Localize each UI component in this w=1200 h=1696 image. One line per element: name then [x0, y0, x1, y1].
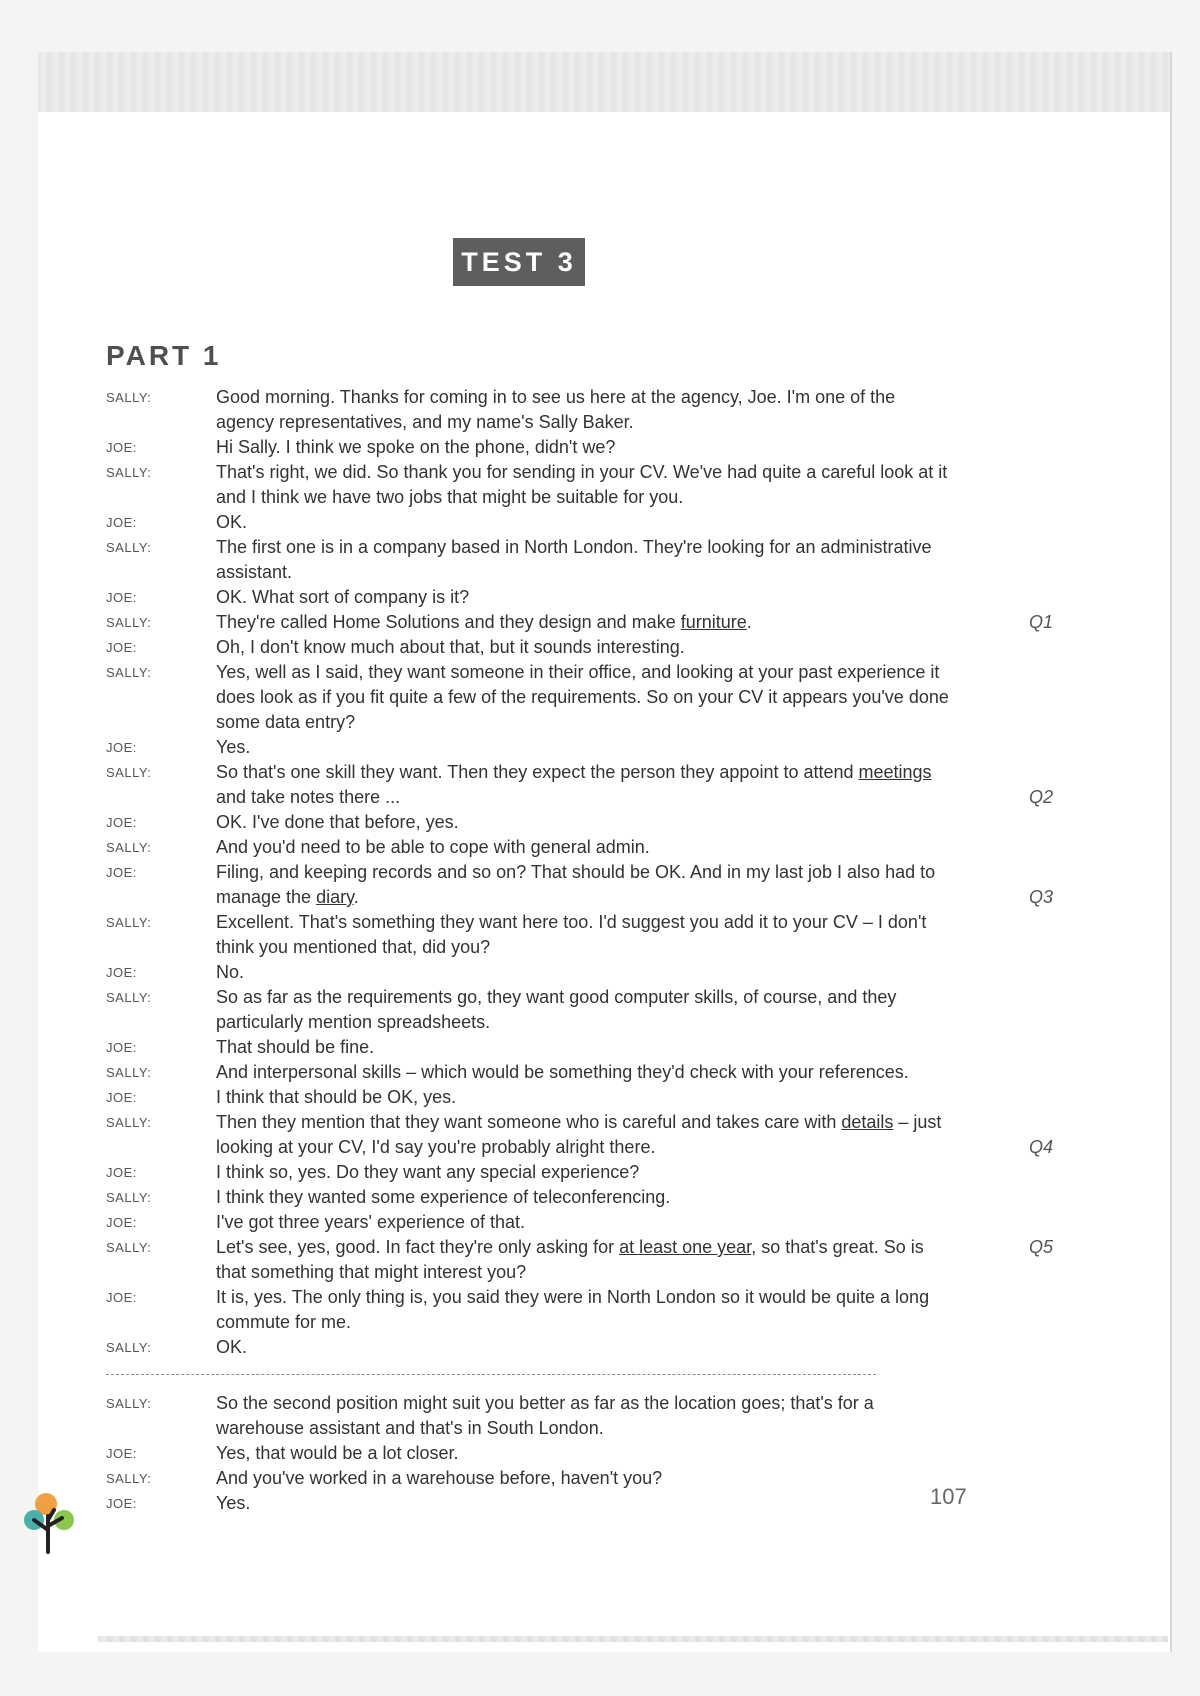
speaker-label: JOE:	[106, 965, 137, 980]
dialogue-text	[216, 985, 956, 1035]
speaker-label: JOE:	[106, 815, 137, 830]
dialogue-row	[106, 1285, 1146, 1335]
text-segment: That's right, we did. So thank you for sending in your CV. We've had quite a careful look at it and I think we have two jobs that might be suitable for you.	[216, 462, 948, 507]
dialogue-text	[216, 910, 956, 960]
dialogue-row	[106, 1035, 1146, 1060]
dialogue-text	[216, 860, 956, 910]
speaker-label: JOE:	[106, 1215, 137, 1230]
part-title: PART 1	[106, 340, 222, 371]
text-segment: So that's one skill they want. Then they expect the person they appoint to attend	[216, 762, 859, 782]
dialogue-row	[106, 810, 1146, 835]
dialogue-block-a	[106, 385, 1146, 1360]
text-segment: OK.	[216, 512, 248, 532]
text-segment: Excellent. That's something they want here too. I'd suggest you add it to your CV – I don't think you mentioned that, did you?	[216, 912, 927, 957]
speaker-label: SALLY:	[106, 1115, 152, 1130]
text-segment: OK.	[216, 1337, 248, 1357]
text-segment: And you've worked in a warehouse before, haven't you?	[216, 1468, 663, 1488]
speaker-label: SALLY:	[106, 1471, 152, 1486]
page-number: 107	[930, 1484, 967, 1509]
dialogue-row	[106, 910, 1146, 960]
answer-underlined: details	[841, 1112, 894, 1132]
dialogue-text	[216, 1491, 956, 1516]
speaker-label: JOE:	[106, 590, 137, 605]
dialogue-row	[106, 435, 1146, 460]
text-segment: It is, yes. The only thing is, you said they were in North London so it would be quite a long commute for me.	[216, 1287, 930, 1332]
speaker-label: SALLY:	[106, 665, 152, 680]
text-segment: No.	[216, 962, 245, 982]
speaker-label: JOE:	[106, 440, 137, 455]
text-segment: – just looking at your CV, I'd say you're probably alright there.	[216, 1112, 942, 1157]
dialogue-text	[216, 810, 956, 835]
dialogue-row	[106, 610, 1146, 635]
text-segment: They're called Home Solutions and they design and make	[216, 612, 681, 632]
text-segment: And you'd need to be able to cope with general admin.	[216, 837, 650, 857]
dialogue-text	[216, 1035, 956, 1060]
document-page	[38, 52, 1172, 1652]
question-marker: Q5	[1029, 1237, 1054, 1257]
dialogue-row	[106, 760, 1146, 810]
speaker-label: JOE:	[106, 1040, 137, 1055]
text-segment: Then they mention that they want someone who is careful and takes care with	[216, 1112, 842, 1132]
text-segment: Yes.	[216, 1493, 251, 1513]
dialogue-text	[216, 660, 956, 735]
speaker-label: JOE:	[106, 1446, 137, 1461]
text-segment: I think that should be OK, yes.	[216, 1087, 457, 1107]
answer-underlined: diary	[316, 887, 354, 907]
dialogue-text	[216, 1210, 956, 1235]
speaker-label: SALLY:	[106, 915, 152, 930]
speaker-label: JOE:	[106, 515, 137, 530]
transcript	[106, 385, 1146, 1516]
text-segment: Yes, that would be a lot closer.	[216, 1443, 459, 1463]
dialogue-text	[216, 460, 956, 510]
speaker-label: SALLY:	[106, 465, 152, 480]
speaker-label: JOE:	[106, 865, 137, 880]
dialogue-row	[106, 535, 1146, 585]
answer-underlined: at least one year	[619, 1237, 752, 1257]
text-segment: And interpersonal skills – which would be something they'd check with your references.	[216, 1062, 909, 1082]
dialogue-row	[106, 1110, 1146, 1160]
text-segment: , so that's great. So is that something that might interest you?	[216, 1237, 924, 1282]
text-segment: Oh, I don't know much about that, but it sounds interesting.	[216, 637, 685, 657]
section-divider	[106, 1374, 876, 1375]
dialogue-text	[216, 385, 956, 435]
dialogue-row	[106, 860, 1146, 910]
text-segment: Good morning. Thanks for coming in to see us here at the agency, Joe. I'm one of the agency representatives, and my name's Sally Baker.	[216, 387, 896, 432]
dialogue-text	[216, 1335, 956, 1360]
dialogue-row	[106, 510, 1146, 535]
text-segment: OK. What sort of company is it?	[216, 587, 470, 607]
tree-logo-icon	[10, 1490, 86, 1554]
dialogue-text	[216, 1060, 956, 1085]
speaker-label: JOE:	[106, 1496, 137, 1511]
text-segment: That should be fine.	[216, 1037, 375, 1057]
dialogue-text	[216, 435, 956, 460]
question-marker: Q3	[1029, 887, 1054, 907]
dialogue-row	[106, 1491, 1146, 1516]
text-segment: OK. I've done that before, yes.	[216, 812, 459, 832]
dialogue-row	[106, 1441, 1146, 1466]
dialogue-row	[106, 1210, 1146, 1235]
dialogue-text	[216, 535, 956, 585]
text-segment: .	[746, 612, 752, 632]
dialogue-row	[106, 385, 1146, 435]
speaker-label: SALLY:	[106, 1065, 152, 1080]
speaker-label: SALLY:	[106, 540, 152, 555]
dialogue-text	[216, 1160, 956, 1185]
test-badge: TEST 3	[453, 238, 585, 286]
question-marker: Q4	[1029, 1137, 1054, 1157]
dialogue-row	[106, 1060, 1146, 1085]
text-segment: Hi Sally. I think we spoke on the phone, didn't we?	[216, 437, 616, 457]
speaker-label: SALLY:	[106, 1340, 152, 1355]
dialogue-block-b	[106, 1391, 1146, 1516]
dialogue-text	[216, 760, 956, 810]
scan-bottom-strip	[98, 1636, 1168, 1642]
dialogue-text	[216, 835, 956, 860]
dialogue-text	[216, 1466, 956, 1491]
text-segment: So the second position might suit you better as far as the location goes; that's for a warehouse assistant and that's in South London.	[216, 1393, 874, 1438]
dialogue-row	[106, 635, 1146, 660]
dialogue-text	[216, 510, 956, 535]
speaker-label: JOE:	[106, 1090, 137, 1105]
dialogue-row	[106, 735, 1146, 760]
dialogue-text	[216, 1391, 956, 1441]
text-segment: I think they wanted some experience of teleconferencing.	[216, 1187, 671, 1207]
answer-underlined: meetings	[858, 762, 932, 782]
dialogue-row	[106, 1085, 1146, 1110]
dialogue-row	[106, 585, 1146, 610]
speaker-label: JOE:	[106, 740, 137, 755]
dialogue-text	[216, 1285, 956, 1335]
speaker-label: SALLY:	[106, 765, 152, 780]
text-segment: The first one is in a company based in North London. They're looking for an administrative assistant.	[216, 537, 932, 582]
speaker-label: SALLY:	[106, 1396, 152, 1411]
dialogue-text	[216, 1085, 956, 1110]
text-segment: Filing, and keeping records and so on? That should be OK. And in my last job I also had to manage the	[216, 862, 936, 907]
dialogue-text	[216, 585, 956, 610]
speaker-label: JOE:	[106, 1290, 137, 1305]
dialogue-row	[106, 1391, 1146, 1441]
answer-underlined: furniture	[680, 612, 747, 632]
dialogue-row	[106, 1185, 1146, 1210]
text-segment: I've got three years' experience of that.	[216, 1212, 526, 1232]
text-segment: and take notes there ...	[216, 787, 401, 807]
text-segment: .	[353, 887, 359, 907]
dialogue-row	[106, 960, 1146, 985]
scan-top-strip	[38, 52, 1170, 112]
dialogue-text	[216, 735, 956, 760]
text-segment: I think so, yes. Do they want any special experience?	[216, 1162, 640, 1182]
dialogue-row	[106, 1160, 1146, 1185]
dialogue-text	[216, 960, 956, 985]
dialogue-row	[106, 835, 1146, 860]
speaker-label: SALLY:	[106, 840, 152, 855]
text-segment: So as far as the requirements go, they want good computer skills, of course, and they particularly mention spreadsheets.	[216, 987, 897, 1032]
dialogue-row	[106, 660, 1146, 735]
speaker-label: SALLY:	[106, 1190, 152, 1205]
dialogue-text	[216, 1235, 956, 1285]
dialogue-text	[216, 1441, 956, 1466]
question-marker: Q1	[1029, 612, 1054, 632]
dialogue-text	[216, 635, 956, 660]
dialogue-text	[216, 610, 956, 635]
text-segment: Yes.	[216, 737, 251, 757]
text-segment: Let's see, yes, good. In fact they're only asking for	[216, 1237, 620, 1257]
dialogue-text	[216, 1110, 956, 1160]
question-marker: Q2	[1029, 787, 1054, 807]
dialogue-row	[106, 1335, 1146, 1360]
dialogue-row	[106, 1235, 1146, 1285]
speaker-label: SALLY:	[106, 390, 152, 405]
dialogue-text	[216, 1185, 956, 1210]
speaker-label: SALLY:	[106, 1240, 152, 1255]
dialogue-row	[106, 460, 1146, 510]
dialogue-row	[106, 985, 1146, 1035]
speaker-label: SALLY:	[106, 615, 152, 630]
text-segment: Yes, well as I said, they want someone in their office, and looking at your past experience it does look as if you fit quite a few of the requirements. So on your CV it appears you've done some data entry?	[216, 662, 949, 732]
speaker-label: JOE:	[106, 640, 137, 655]
dialogue-row	[106, 1466, 1146, 1491]
speaker-label: SALLY:	[106, 990, 152, 1005]
speaker-label: JOE:	[106, 1165, 137, 1180]
